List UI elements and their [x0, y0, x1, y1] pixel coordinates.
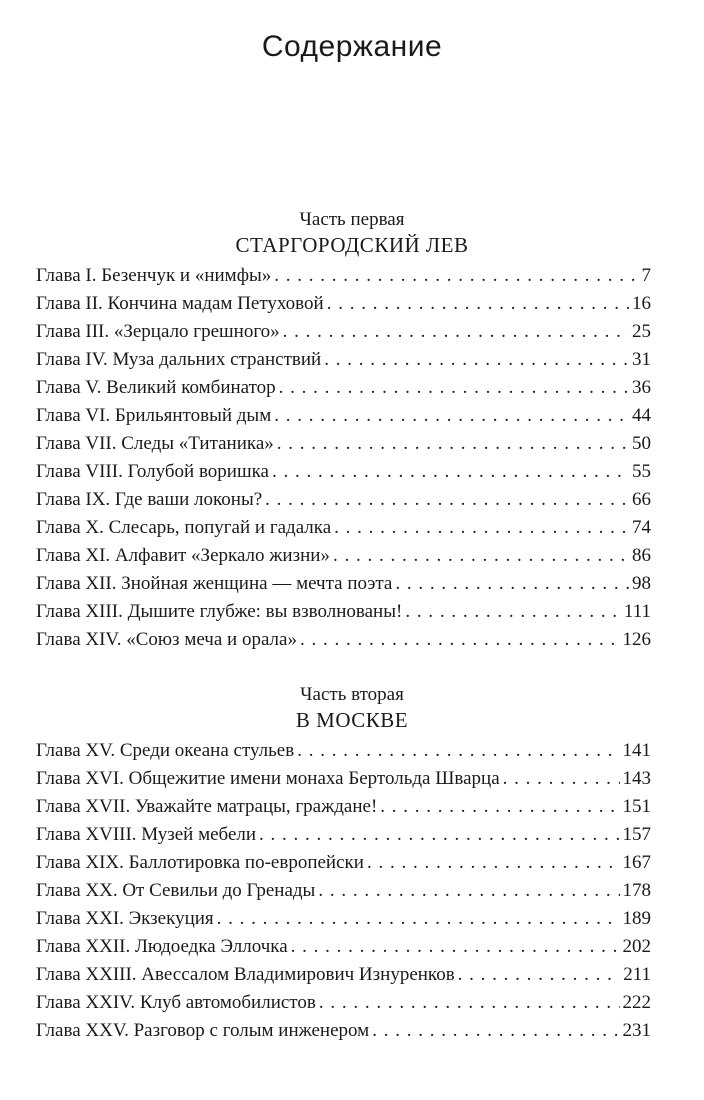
chapter-title: Глава IX. Где ваши локоны?: [36, 489, 263, 510]
chapter-title: Глава XVIII. Музей мебели: [36, 824, 257, 845]
chapter-title: Глава V. Великий комбинатор: [36, 377, 276, 398]
toc-entry[interactable]: [36, 849, 651, 877]
dot-leader: [372, 1017, 619, 1045]
page-number: 126: [622, 629, 651, 650]
chapter-title: Глава VI. Брильянтовый дым: [36, 405, 272, 426]
chapter-title: Глава XXV. Разговор с голым инженером: [36, 1020, 370, 1041]
page-number: 189: [622, 908, 651, 929]
chapter-title: Глава XII. Знойная женщина — мечта поэта: [36, 573, 393, 594]
dot-leader: [367, 849, 620, 877]
chapter-title: Глава XX. От Севильи до Гренады: [36, 880, 316, 901]
toc-entry[interactable]: [36, 570, 651, 598]
toc-entry[interactable]: [36, 626, 651, 654]
page-number: 66: [632, 489, 651, 510]
part-one-heading: [0, 208, 704, 258]
page-number: 86: [632, 545, 651, 566]
toc-entry[interactable]: [36, 486, 651, 514]
chapter-title: Глава XI. Алфавит «Зеркало жизни»: [36, 545, 330, 566]
dot-leader: [259, 821, 619, 849]
chapter-title: Глава XV. Среди океана стульев: [36, 740, 295, 761]
toc-entry[interactable]: [36, 374, 651, 402]
chapter-title: Глава III. «Зерцало грешного»: [36, 321, 280, 342]
dot-leader: [503, 765, 620, 793]
part-two-label: Часть вторая: [300, 684, 404, 705]
toc-entry[interactable]: [36, 402, 651, 430]
toc-entry[interactable]: [36, 598, 651, 626]
dot-leader: [458, 961, 621, 989]
chapter-title: Глава VIII. Голубой воришка: [36, 461, 269, 482]
page-number: 157: [622, 824, 651, 845]
toc-entry[interactable]: [36, 961, 651, 989]
page-number: 7: [641, 265, 651, 286]
page-number: 98: [632, 573, 651, 594]
toc-entry[interactable]: [36, 793, 651, 821]
page-number: 211: [623, 964, 651, 985]
dot-leader: [333, 542, 629, 570]
toc-entry[interactable]: [36, 290, 651, 318]
dot-leader: [380, 793, 619, 821]
page-title: Содержание: [261, 30, 443, 63]
toc-entry[interactable]: [36, 430, 651, 458]
chapter-title: Глава X. Слесарь, попугай и гадалка: [36, 517, 332, 538]
page-number: 74: [632, 517, 651, 538]
chapter-title: Глава XXIV. Клуб автомобилистов: [36, 992, 316, 1013]
toc-entry[interactable]: [36, 737, 651, 765]
page-number: 31: [632, 349, 651, 370]
toc-entry[interactable]: [36, 514, 651, 542]
dot-leader: [327, 290, 629, 318]
toc-entry[interactable]: [36, 821, 651, 849]
dot-leader: [217, 905, 620, 933]
dot-leader: [405, 598, 621, 626]
page-number: 151: [622, 796, 651, 817]
part-one-chapter-list: [36, 262, 651, 654]
chapter-title: Глава XVII. Уважайте матрацы, граждане!: [36, 796, 378, 817]
page-number: 50: [632, 433, 651, 454]
page-number: 44: [632, 405, 651, 426]
chapter-title: Глава XXIII. Авессалом Владимирович Изнуренков: [36, 964, 455, 985]
chapter-title: Глава II. Кончина мадам Петуховой: [36, 293, 324, 314]
toc-entry[interactable]: [36, 765, 651, 793]
page-number: 36: [632, 377, 651, 398]
chapter-title: Глава IV. Муза дальних странствий: [36, 349, 322, 370]
page-number: 25: [632, 321, 651, 342]
toc-entry[interactable]: [36, 346, 651, 374]
page-number: 143: [622, 768, 651, 789]
chapter-title: Глава XIX. Баллотировка по-европейски: [36, 852, 364, 873]
dot-leader: [395, 570, 629, 598]
dot-leader: [283, 318, 629, 346]
toc-entry[interactable]: [36, 905, 651, 933]
page-number: 16: [632, 293, 651, 314]
toc-entry[interactable]: [36, 989, 651, 1017]
page-number: 178: [622, 880, 651, 901]
dot-leader: [318, 877, 619, 905]
toc-entry[interactable]: [36, 458, 651, 486]
dot-leader: [297, 737, 619, 765]
page-number: 111: [623, 601, 651, 622]
dot-leader: [300, 626, 620, 654]
chapter-title: Глава XXI. Экзекуция: [36, 908, 214, 929]
chapter-title: Глава XIII. Дышите глубже: вы взволнованы!: [36, 601, 403, 622]
dot-leader: [279, 374, 629, 402]
page-number: 55: [632, 461, 651, 482]
dot-leader: [319, 989, 620, 1017]
toc-entry[interactable]: [36, 877, 651, 905]
dot-leader: [324, 346, 629, 374]
page-number: 167: [622, 852, 651, 873]
toc-entry[interactable]: [36, 262, 651, 290]
chapter-title: Глава XXII. Людоедка Эллочка: [36, 936, 288, 957]
page-number: 202: [622, 936, 651, 957]
dot-leader: [277, 430, 629, 458]
dot-leader: [334, 514, 629, 542]
page-number: 222: [622, 992, 651, 1013]
toc-entry[interactable]: [36, 1017, 651, 1045]
part-two-name: В МОСКВЕ: [295, 708, 409, 732]
toc-entry[interactable]: [36, 933, 651, 961]
dot-leader: [272, 458, 629, 486]
dot-leader: [274, 262, 638, 290]
part-one-name: СТАРГОРОДСКИЙ ЛЕВ: [235, 233, 469, 257]
toc-entry[interactable]: [36, 318, 651, 346]
page-number: 141: [622, 740, 651, 761]
chapter-title: Глава VII. Следы «Титаника»: [36, 433, 274, 454]
part-two-chapter-list: [36, 737, 651, 1045]
part-two-heading: [0, 683, 704, 733]
toc-entry[interactable]: [36, 542, 651, 570]
dot-leader: [274, 402, 629, 430]
chapter-title: Глава XIV. «Союз меча и орала»: [36, 629, 297, 650]
page-number: 231: [622, 1020, 651, 1041]
dot-leader: [265, 486, 629, 514]
chapter-title: Глава I. Безенчук и «нимфы»: [36, 265, 272, 286]
dot-leader: [291, 933, 620, 961]
part-one-label: Часть первая: [299, 209, 405, 230]
chapter-title: Глава XVI. Общежитие имени монаха Бертольда Шварца: [36, 768, 500, 789]
